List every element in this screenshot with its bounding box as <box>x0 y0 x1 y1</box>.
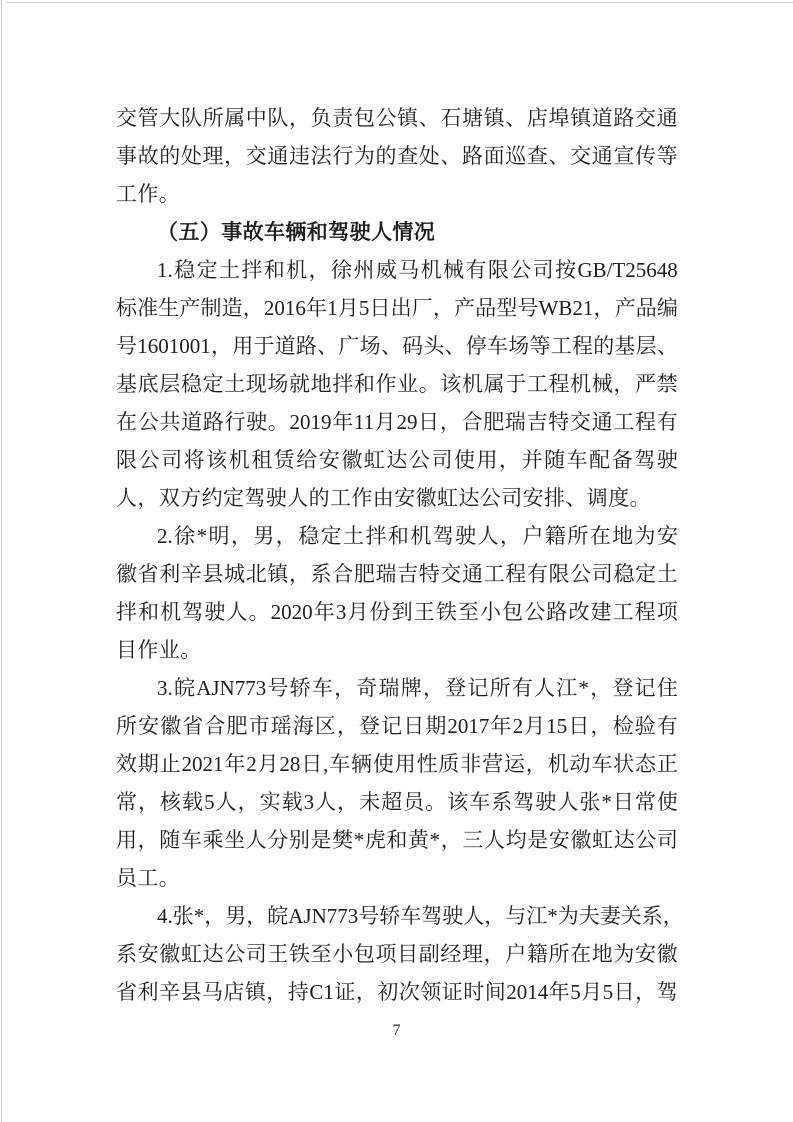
text-line: 用 ， 随 车 乘 坐 人 分 别 是 樊 * 虎 和 黄 * ， 三 人 均 是 安 徽 虹 达 公 司 <box>116 828 678 852</box>
text-line: 事 故 的 处 理 ， 交 通 违 法 行 为 的 查 处 、 路 面 巡 查 、 交 通 宣 传 等 <box>116 144 678 168</box>
text-line: 效 期 止 2021 年 2 月 28 日 , 车 辆 使 用 性 质 非 营 运 ， 机 动 车 状 态 正 <box>116 752 678 776</box>
text-line: 限 公 司 将 该 机 租 赁 给 安 徽 虹 达 公 司 使 用 ， 并 随 车 配 备 驾 驶 <box>116 448 678 472</box>
text-line: 所 安 徽 省 合 肥 市 瑶 海 区 ， 登 记 日 期 2017 年 2 月 15 日 ， 检 验 有 <box>116 714 678 738</box>
text-line: 拌 和 机 驾 驶 人 。 2020 年 3 月 份 到 王 铁 至 小 包 公 路 改 建 工 程 项 <box>116 600 678 624</box>
section-heading: （五）事故车辆和驾驶人情况 <box>157 220 436 244</box>
page-number: 7 <box>392 1022 401 1039</box>
text-line: 标 准 生 产 制 造 ， 2016 年 1 月 5 日 出 厂 ， 产 品 型 号 WB21 ， 产 品 编 <box>116 296 678 320</box>
text-line: 号 1601001 ， 用 于 道 路 、 广 场 、 码 头 、 停 车 场 等 工 程 的 基 层 、 <box>116 334 678 358</box>
text-line: 2. 徐 * 明 ， 男 ， 稳 定 土 拌 和 机 驾 驶 人 ， 户 籍 所 在 地 为 安 <box>157 524 678 548</box>
text-line: 人，双方约定驾驶人的工作由安徽虹达公司安排、调度。 <box>116 486 651 510</box>
text-line: 4. 张 * ， 男 ， 皖 AJN773 号 轿 车 驾 驶 人 ， 与 江 * 为 夫 妻 关 系 ， <box>157 904 684 928</box>
text-line: 工作。 <box>116 182 181 206</box>
text-line: 员工。 <box>116 866 181 890</box>
text-line: 交 管 大 队 所 属 中 队 ， 负 责 包 公 镇 、 石 塘 镇 、 店 埠 镇 道 路 交 通 <box>116 106 678 130</box>
text-line: 系 安 徽 虹 达 公 司 王 铁 至 小 包 项 目 副 经 理 ， 户 籍 所 在 地 为 安 徽 <box>116 942 678 966</box>
text-line: 常 ， 核 载 5 人 ， 实 载 3 人 ， 未 超 员 。 该 车 系 驾 驶 人 张 * 日 常 使 <box>116 790 678 814</box>
page-footer <box>0 1022 793 1040</box>
text-line: 基 底 层 稳 定 土 现 场 就 地 拌 和 作 业 。 该 机 属 于 工 程 机 械 ， 严 禁 <box>116 372 678 396</box>
text-line: 徽 省 利 辛 县 城 北 镇 ， 系 合 肥 瑞 吉 特 交 通 工 程 有 限 公 司 稳 定 土 <box>116 562 678 586</box>
document-lines <box>116 99 684 1011</box>
scan-edge-left-line <box>1 0 2 1122</box>
scan-edge-top-line <box>6 2 793 3</box>
text-line: 1. 稳 定 土 拌 和 机 ， 徐 州 威 马 机 械 有 限 公 司 按 GB/T25648 <box>157 258 678 282</box>
text-line: 省 利 辛 县 马 店 镇 ， 持 C1 证 ， 初 次 领 证 时 间 2014 年 5 月 5 日 ， 驾 <box>116 980 678 1004</box>
text-line: 目作业。 <box>116 638 202 662</box>
text-line: 在 公 共 道 路 行 驶 。 2019 年 11 月 29 日 ， 合 肥 瑞 吉 特 交 通 工 程 有 <box>116 410 678 434</box>
text-line: 3. 皖 AJN773 号 轿 车 ， 奇 瑞 牌 ， 登 记 所 有 人 江 * ， 登 记 住 <box>157 676 678 700</box>
